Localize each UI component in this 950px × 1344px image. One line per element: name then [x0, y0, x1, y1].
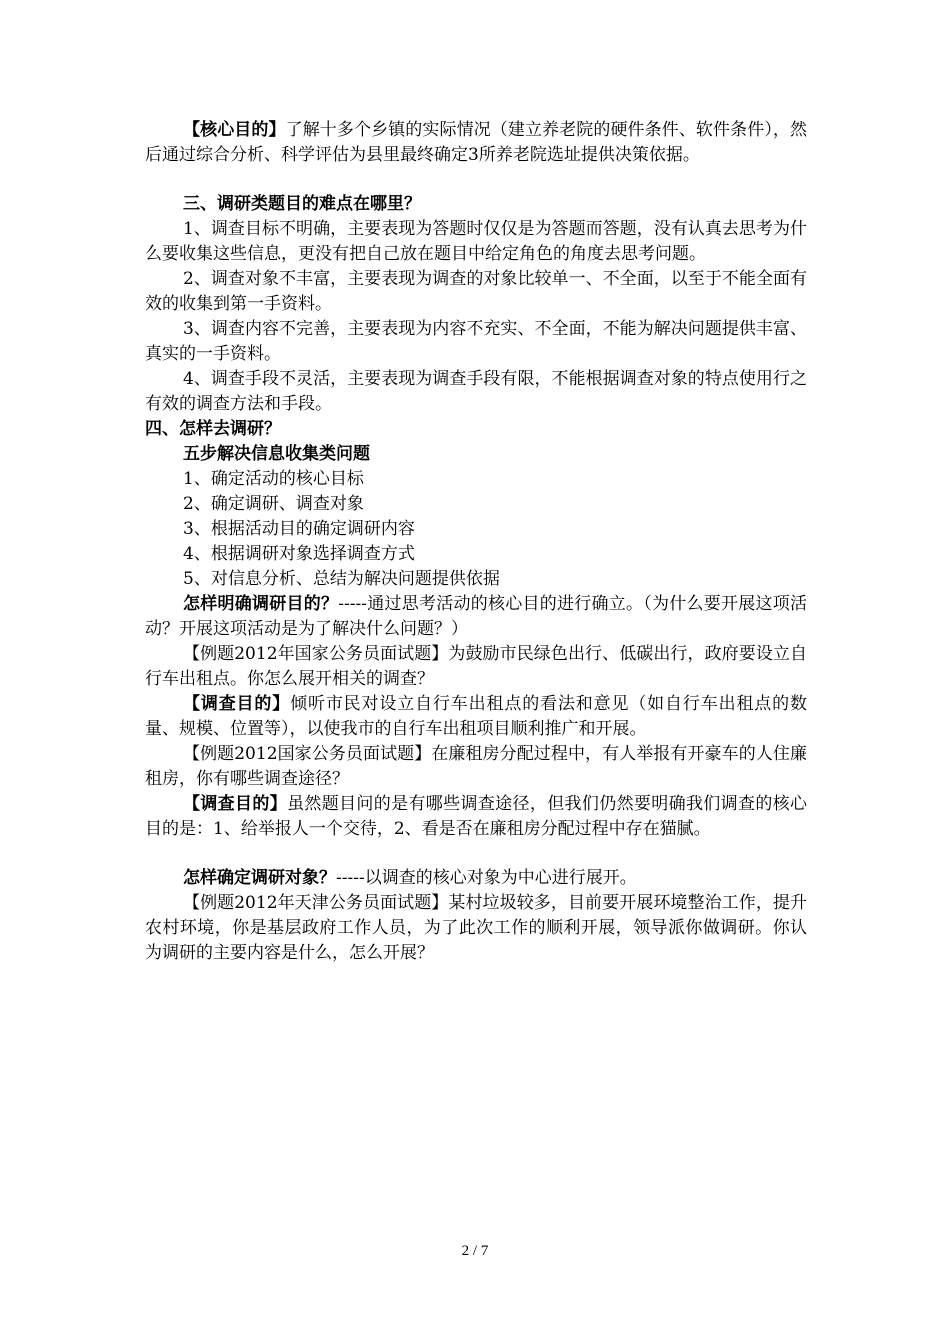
step-item: 1、确定活动的核心目标 [183, 469, 364, 489]
object-question-label: 怎样确定调研对象？ [183, 868, 336, 888]
purpose-question-paragraph [145, 592, 807, 642]
difficulty-item: 2、调查对象不丰富，主要表现为调查的对象比较单一、不全面，以至于不能全面有效的收集到第一手资料。 [145, 269, 807, 314]
example-paragraph: 【例题2012年国家公务员面试题】为鼓励市民绿色出行、低碳出行，政府要设立自行车出租点。你怎么展开相关的调查？ [145, 644, 807, 689]
difficulty-item: 1、调查目标不明确，主要表现为答题时仅仅是为答题而答题，没有认真去思考为什么要收集这些信息，更没有把自己放在题目中给定角色的角度去思考问题。 [145, 219, 807, 264]
object-question-paragraph [145, 866, 807, 891]
document-body [145, 118, 807, 966]
object-question-text: -----以调查的核心对象为中心进行展开。 [336, 868, 637, 888]
core-purpose-text: 了解十多个乡镇的实际情况（建立养老院的硬件条件、软件条件），然后通过综合分析、科学评估为县里最终确定3所养老院选址提供决策依据。 [145, 120, 808, 165]
core-purpose-paragraph [145, 118, 807, 168]
step-item: 3、根据活动目的确定调研内容 [183, 519, 415, 539]
section4-subheading: 五步解决信息收集类问题 [183, 444, 370, 464]
difficulty-item: 4、调查手段不灵活，主要表现为调查手段有限，不能根据调查对象的特点使用行之有效的调查方法和手段。 [145, 369, 807, 414]
step-item: 4、根据调研对象选择调查方式 [183, 544, 415, 564]
purpose-question-text: -----通过思考活动的核心目的进行确立。（为什么要开展这项活动？开展这项活动是为了解决什么问题？） [145, 594, 807, 639]
survey-purpose-paragraph [145, 692, 807, 742]
spacer [145, 842, 807, 866]
survey-purpose-label: 【调查目的】 [183, 694, 291, 714]
survey-purpose-label: 【调查目的】 [183, 794, 288, 814]
page-number: 2 / 7 [461, 1243, 489, 1259]
example-paragraph: 【例题2012年天津公务员面试题】某村垃圾较多，目前要开展环境整治工作，提升农村环境，你是基层政府工作人员，为了此次工作的顺利开展，领导派你做调研。你认为调研的主要内容是什么，怎么开展？ [145, 893, 807, 963]
survey-purpose-text: 倾听市民对设立自行车出租点的看法和意见（如自行车出租点的数量、规模、位置等），以使我市的自行车出租项目顺利推广和开展。 [145, 694, 808, 739]
survey-purpose-text: 虽然题目问的是有哪些调查途径，但我们仍然要明确我们调查的核心目的是：1、给举报人一个交待，2、看是否在廉租房分配过程中存在猫腻。 [145, 794, 808, 839]
difficulty-item: 3、调查内容不完善，主要表现为内容不充实、不全面，不能为解决问题提供丰富、真实的一手资料。 [145, 319, 807, 364]
spacer [145, 168, 807, 192]
section4-heading: 四、怎样去调研？ [145, 419, 281, 439]
core-purpose-label: 【核心目的】 [183, 120, 286, 140]
section3-heading: 三、调研类题目的难点在哪里？ [183, 194, 421, 214]
step-item: 5、对信息分析、总结为解决问题提供依据 [183, 569, 500, 589]
survey-purpose-paragraph [145, 792, 807, 842]
purpose-question-label: 怎样明确调研目的？ [183, 594, 339, 614]
step-item: 2、确定调研、调查对象 [183, 494, 364, 514]
example-paragraph: 【例题2012国家公务员面试题】在廉租房分配过程中，有人举报有开豪车的人住廉租房，你有哪些调查途径？ [145, 744, 807, 789]
